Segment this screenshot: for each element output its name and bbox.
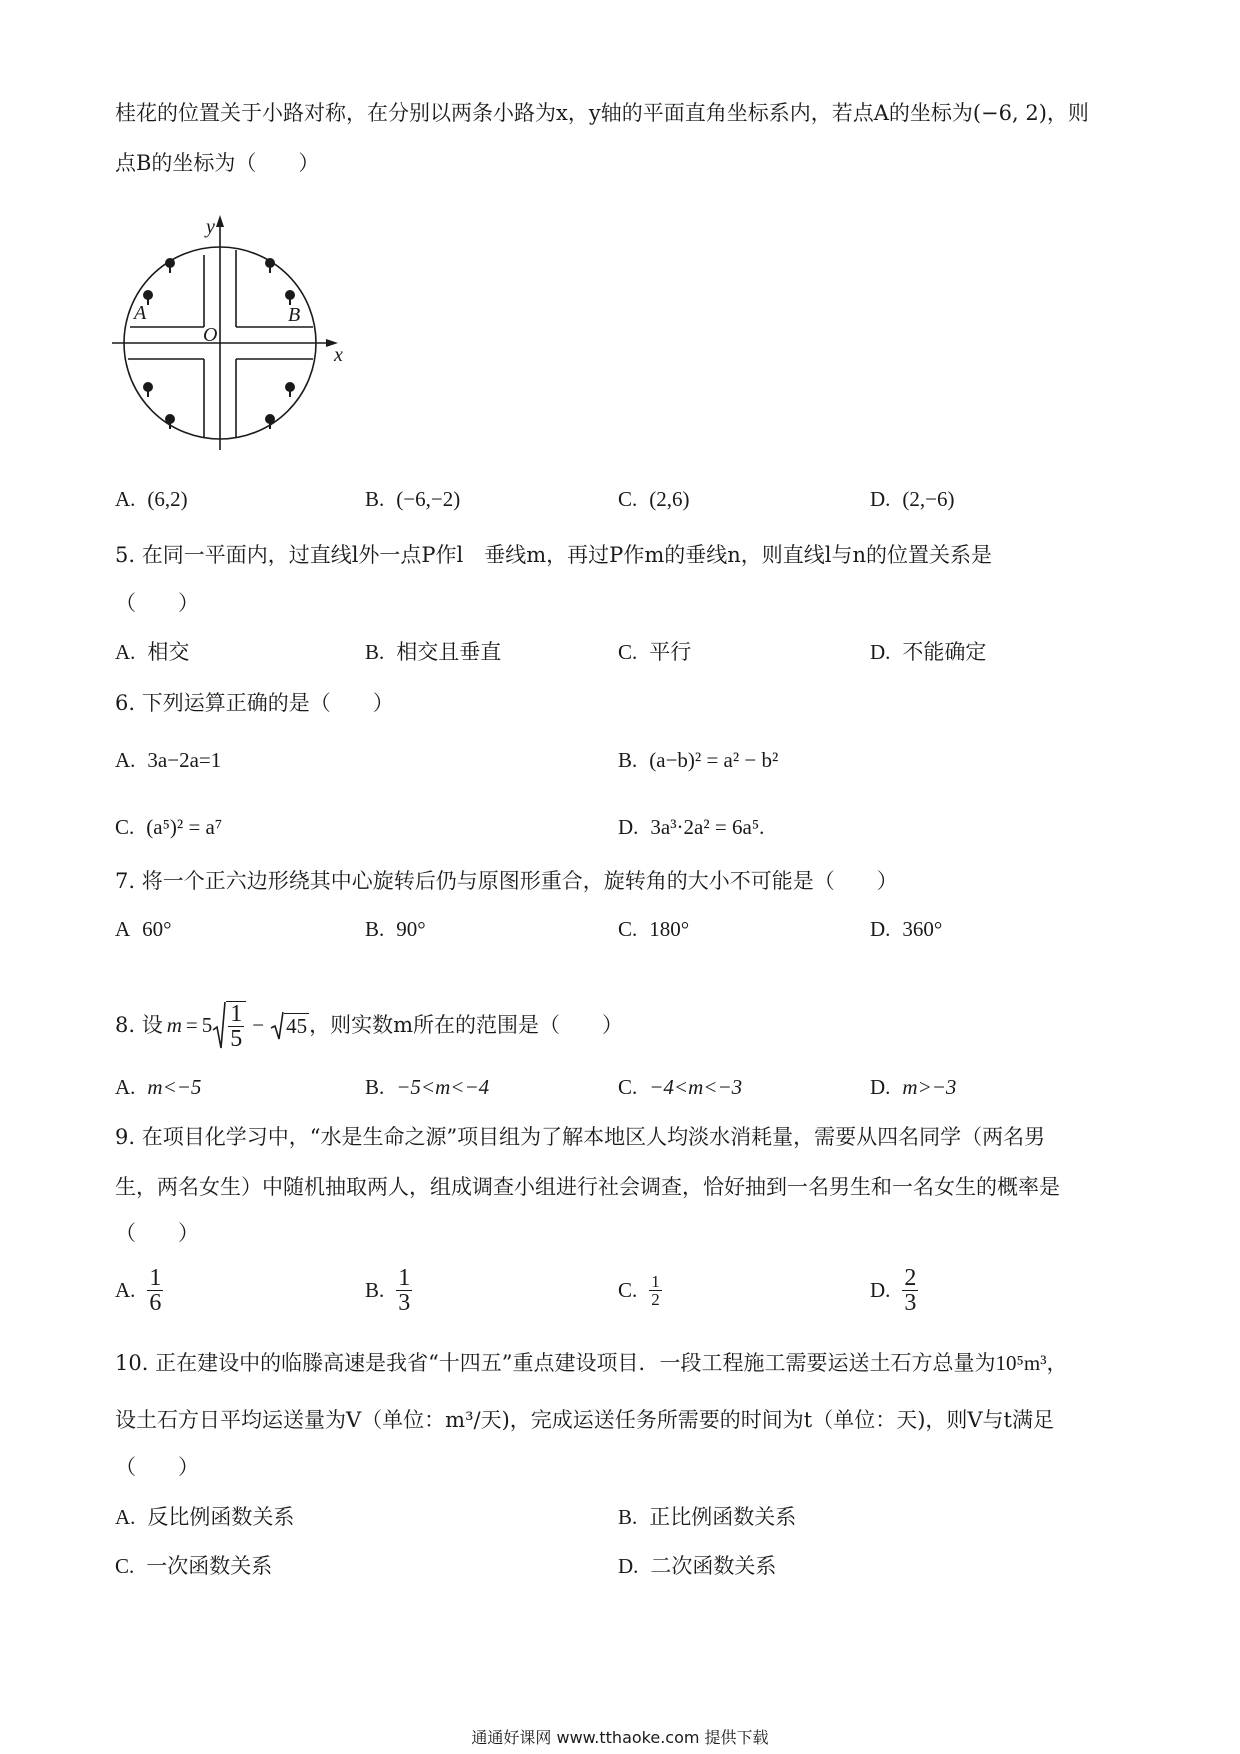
option-label: A. [115, 1505, 136, 1529]
option-text: 3a−2a=1 [147, 748, 222, 772]
q8-minus: − [252, 1013, 265, 1037]
option-label: D. [618, 815, 639, 839]
option-text: 不能确定 [902, 640, 987, 664]
option-text: 二次函数关系 [650, 1554, 777, 1578]
option-label: A. [115, 1278, 136, 1302]
q4-option-c[interactable] [618, 484, 690, 514]
frac-den: 3 [904, 1289, 917, 1316]
option-text: 相交 [147, 640, 190, 664]
option-label: A [115, 917, 131, 941]
q8-var-m: m [166, 1013, 182, 1037]
option-label: C. [618, 640, 638, 664]
option-label: B. [618, 1505, 638, 1529]
q10-option-a[interactable] [115, 1502, 294, 1532]
q10-line1 [115, 1348, 1068, 1378]
option-text: m>−3 [902, 1075, 957, 1099]
q9-option-c[interactable] [618, 1262, 662, 1318]
option-label: B. [365, 487, 385, 511]
x-axis-label: x [334, 344, 343, 366]
q5-line1: 5. 在同一平面内，过直线l外一点P作l 垂线m，再过P作m的垂线n，则直线l与n的位置关系是 [115, 543, 992, 567]
coordinate-figure [108, 215, 358, 460]
tree-icon [285, 290, 295, 305]
option-label: D. [618, 1554, 639, 1578]
q8-stem-prefix: 8. 设 [115, 1013, 163, 1037]
option-label: D. [870, 917, 891, 941]
option-label: D. [870, 1075, 891, 1099]
option-label: A. [115, 487, 136, 511]
option-text: 一次函数关系 [146, 1554, 273, 1578]
q6-option-d[interactable] [618, 812, 764, 842]
q5-line2: （ ） [115, 591, 199, 615]
tree-icon [143, 382, 153, 397]
option-text: 60° [142, 917, 172, 941]
q7-option-d[interactable] [870, 914, 942, 944]
frac-den: 2 [651, 1289, 660, 1309]
q9-option-a[interactable] [115, 1262, 163, 1318]
option-text: 360° [902, 917, 943, 941]
option-label: C. [618, 1075, 638, 1099]
q10-line1-prefix: 10. 正在建设中的临滕高速是我省“十四五”重点建设项目．一段工程施工需要运送土石方总量为 [115, 1351, 996, 1375]
q8-stem [115, 1000, 623, 1050]
q7-option-b[interactable] [365, 914, 426, 944]
q10-line3: （ ） [115, 1455, 199, 1479]
option-label: C. [115, 1554, 135, 1578]
option-text: 正比例函数关系 [649, 1505, 797, 1529]
q10-option-c[interactable] [115, 1551, 272, 1581]
q8-option-d[interactable] [870, 1072, 956, 1102]
q6-stem: 6. 下列运算正确的是（ ） [115, 691, 394, 715]
option-text: −4<m<−3 [649, 1075, 743, 1099]
option-label: A. [115, 1075, 136, 1099]
option-text: (a⁵)² = a⁷ [146, 815, 223, 839]
q4-line2: 点B的坐标为（ ） [115, 151, 320, 175]
q9-line2: 生，两名女生）中随机抽取两人，组成调查小组进行社会调查，恰好抽到一名男生和一名女生的概率是 [115, 1175, 1060, 1199]
option-label: B. [365, 1075, 385, 1099]
option-text: (−6,−2) [396, 487, 461, 511]
q9-option-d[interactable] [870, 1262, 918, 1318]
option-label: A. [115, 748, 136, 772]
y-axis-arrow-icon [216, 215, 224, 227]
option-label: C. [618, 1278, 638, 1302]
option-label: D. [870, 640, 891, 664]
option-text: (2,6) [649, 487, 690, 511]
option-label: A. [115, 640, 136, 664]
q8-frac-num: 1 [230, 1001, 243, 1027]
point-b-label: B [288, 304, 301, 326]
q8-option-a[interactable] [115, 1072, 201, 1102]
q4-option-b[interactable] [365, 484, 460, 514]
q9-option-b[interactable] [365, 1262, 412, 1318]
q5-option-a[interactable] [115, 637, 189, 667]
q10-total-volume: 10⁵m³， [995, 1351, 1068, 1375]
q5-option-c[interactable] [618, 637, 691, 667]
option-text: 平行 [649, 640, 692, 664]
origin-label: O [203, 324, 218, 346]
q8-radicand: 45 [286, 1013, 308, 1038]
option-text: 180° [649, 917, 690, 941]
q10-line2: 设土石方日平均运送量为V（单位：m³/天)，完成运送任务所需要的时间为t（单位：天)，则V与t满足 [115, 1408, 1054, 1432]
point-a-label: A [134, 302, 147, 324]
q4-line1: 桂花的位置关于小路对称，在分别以两条小路为x，y轴的平面直角坐标系内，若点A的坐标为(−6, 2)，则 [115, 101, 1089, 125]
frac-den: 3 [398, 1289, 411, 1316]
q5-option-d[interactable] [870, 637, 986, 667]
tree-icon [265, 258, 275, 273]
q7-option-c[interactable] [618, 914, 689, 944]
option-text: 3a³·2a² = 6a⁵. [650, 815, 765, 839]
page-footer: 通通好课网 www.tthaoke.com 提供下载 [471, 1728, 769, 1747]
q8-coef: 5 [201, 1013, 213, 1037]
q10-option-b[interactable] [618, 1502, 796, 1532]
q7-option-a[interactable] [115, 914, 172, 944]
sqrt-sign-icon [270, 1010, 284, 1040]
option-label: D. [870, 1278, 891, 1302]
option-text: −5<m<−4 [396, 1075, 490, 1099]
q8-equals: = [185, 1013, 198, 1037]
option-text: 相交且垂直 [396, 640, 502, 664]
option-text: (2,−6) [902, 487, 955, 511]
option-text: (6,2) [147, 487, 188, 511]
q4-option-a[interactable] [115, 484, 188, 514]
q9-line1: 9. 在项目化学习中，“水是生命之源”项目组为了解本地区人均淡水消耗量，需要从四名同学（两名男 [115, 1125, 1046, 1149]
frac-num: 1 [651, 1271, 660, 1291]
q8-option-b[interactable] [365, 1072, 489, 1102]
q10-option-d[interactable] [618, 1551, 776, 1581]
q6-option-a[interactable] [115, 745, 221, 775]
option-label: C. [618, 917, 638, 941]
y-axis-label: y [206, 216, 215, 238]
q8-stem-suffix: ，则实数m所在的范围是（ ） [309, 1013, 623, 1037]
option-label: B. [618, 748, 638, 772]
option-label: B. [365, 1278, 385, 1302]
q8-option-c[interactable] [618, 1072, 742, 1102]
sqrt-sign-icon [212, 1000, 226, 1050]
q4-option-d[interactable] [870, 484, 955, 514]
q7-stem: 7. 将一个正六边形绕其中心旋转后仍与原图形重合，旋转角的大小不可能是（ ） [115, 869, 898, 893]
option-text: m<−5 [147, 1075, 202, 1099]
option-label: B. [365, 917, 385, 941]
frac-num: 1 [149, 1264, 162, 1291]
q9-line3: （ ） [115, 1221, 199, 1245]
tree-icon [165, 258, 175, 273]
q8-frac-den: 5 [230, 1026, 243, 1052]
option-text: 反比例函数关系 [147, 1505, 295, 1529]
q6-option-c[interactable] [115, 812, 222, 842]
q8-radicand-frac [226, 1001, 246, 1051]
option-label: D. [870, 487, 891, 511]
frac-den: 6 [149, 1289, 162, 1316]
option-label: C. [115, 815, 135, 839]
q5-option-b[interactable] [365, 637, 501, 667]
option-text: (a−b)² = a² − b² [649, 748, 779, 772]
option-text: 90° [396, 917, 426, 941]
frac-num: 2 [904, 1264, 917, 1291]
option-label: C. [618, 487, 638, 511]
option-label: B. [365, 640, 385, 664]
q6-option-b[interactable] [618, 745, 778, 775]
tree-icon [285, 382, 295, 397]
frac-num: 1 [398, 1264, 411, 1291]
